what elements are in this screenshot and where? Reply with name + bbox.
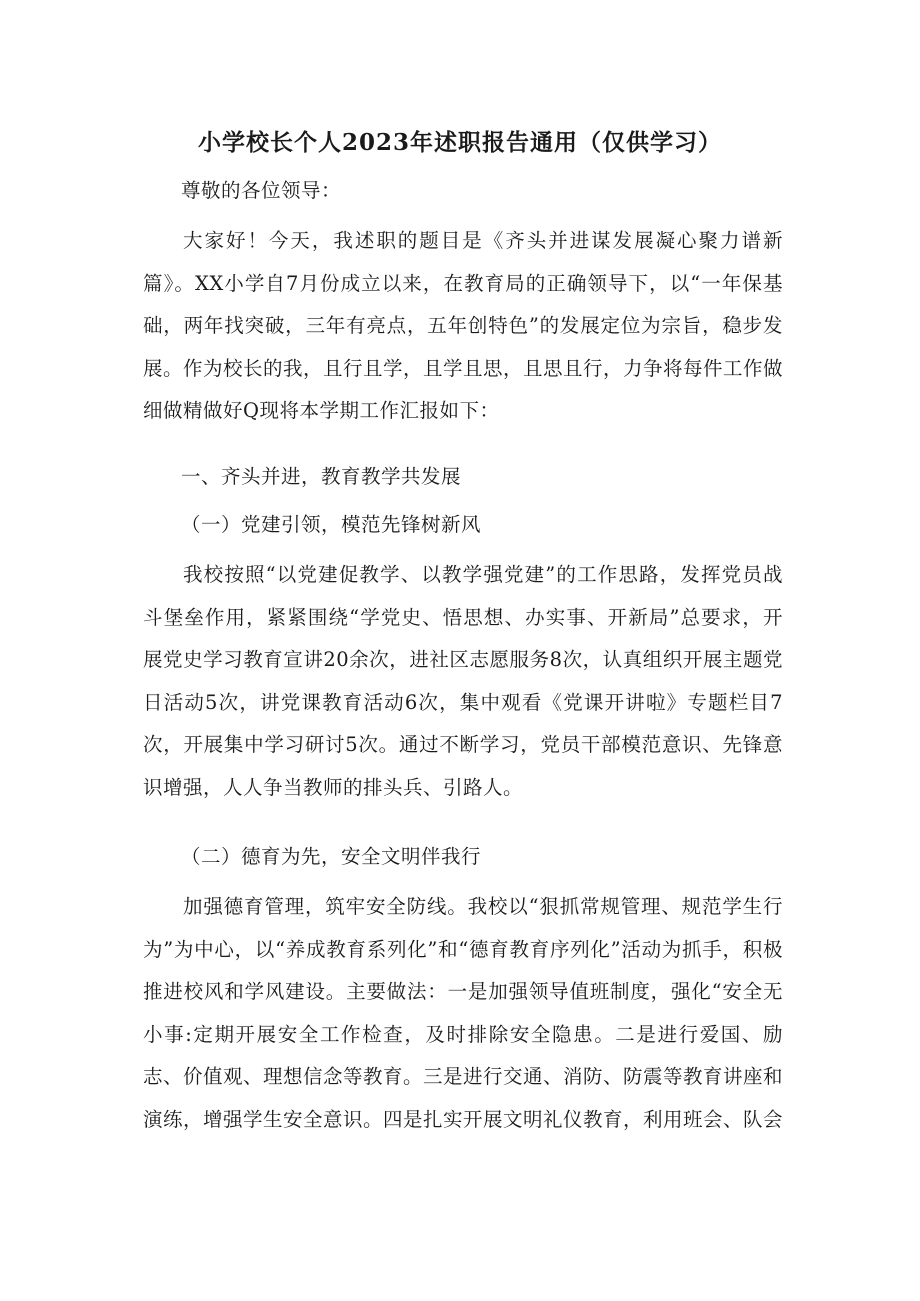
paragraph-intro: 大家好！今天，我述职的题目是《齐头并进谋发展凝心聚力谱新篇》。XX小学自7月份成立以来，在教育局的正确领导下，以“一年保基础，两年找突破，三年有亮点，五年创特色”的发展定位为宗旨，稳步发展。作为校长的我，且行且学，且学且思，且思且行，力争将每件工作做细做精做好Q现将本学期工作汇报如下： [143,229,784,422]
paragraph-party-building: 我校按照“以党建促教学、以教学强党建”的工作思路，发挥党员战斗堡垒作用，紧紧围绕“学党史、悟思想、办实事、开新局”总要求，开展党史学习教育宣讲20余次，进社区志愿服务8次，认真组织开展主题党日活动5次，讲党课教育活动6次，集中观看《党课开讲啦》专题栏目7次，开展集中学习研讨5次。通过不断学习，党员干部模范意识、先锋意识增强，人人争当教师的排头兵、引路人。 [143,563,783,799]
subsection-heading-2: （二）德育为先，安全文明伴我行 [181,845,482,868]
document-title: 小学校长个人2023年述职报告通用（仅供学习） [197,129,722,156]
section-heading-1: 一、齐头并进，教育教学共发展 [181,465,462,488]
paragraph-moral-education: 加强德育管理，筑牢安全防线。我校以“狠抓常规管理、规范学生行为”为中心，以“养成教育系列化”和“德育教育序列化”活动为抓手，积极推进校风和学风建设。主要做法：一是加强领导值班制度，强化“安全无小事:定期开展安全工作检查，及时排除安全隐患。二是进行爱国、励志、价值观、理想信念等教育。三是进行交通、消防、防震等教育讲座和演练，增强学生安全意识。四是扎实开展文明礼仪教育，利用班会、队会 [143,895,784,1131]
subsection-heading-1: （一）党建引领，模范先锋树新风 [181,513,482,536]
salutation: 尊敬的各位领导： [181,179,342,202]
